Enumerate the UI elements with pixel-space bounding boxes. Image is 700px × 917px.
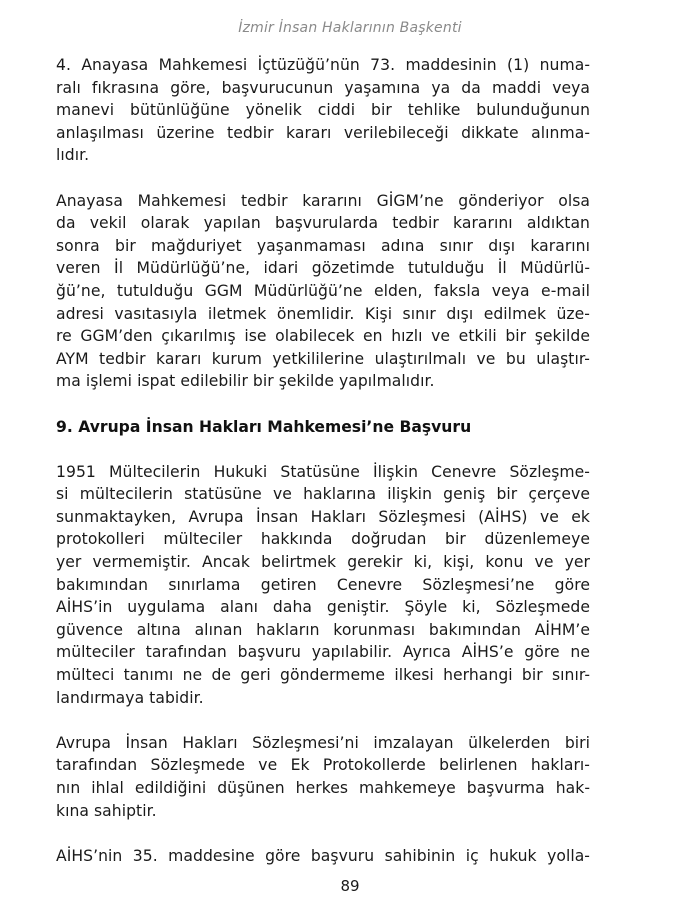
- running-header: İzmir İnsan Haklarının Başkenti: [238, 20, 462, 36]
- paragraph-basvuru-hakki: [56, 732, 590, 822]
- text-line: yer vermemiştir. Ancak belirtmek gerekir ki, kişi, konu ve yer: [56, 553, 590, 572]
- paragraph-tedbir-karari: [56, 190, 590, 393]
- section-heading: 9. Avrupa İnsan Hakları Mahkemesi’ne Başvuru: [56, 417, 472, 436]
- text-line: sonra bir mağduriyet yaşanmaması adına sınır dışı kararını: [56, 236, 590, 255]
- text-line: sunmaktayken, Avrupa İnsan Hakları Sözleşmesi (AİHS) ve ek: [56, 507, 590, 526]
- text-line: AİHS’nin 35. maddesine göre başvuru sahibinin iç hukuk yolla-: [56, 846, 590, 865]
- text-line: da vekil olarak yapılan başvurularda tedbir kararını aldıktan: [56, 214, 590, 233]
- text-line: ma işlemi ispat edilebilir bir şekilde yapılmalıdır.: [56, 372, 435, 391]
- text-line: landırmaya tabidir.: [56, 688, 204, 707]
- text-line: 4. Anayasa Mahkemesi İçtüzüğü’nün 73. maddesinin (1) numa-: [56, 56, 590, 74]
- text-line: AİHS’in uygulama alanı daha geniştir. Şöyle ki, Sözleşmede: [56, 598, 590, 617]
- text-line: tarafından Sözleşmede ve Ek Protokollerde belirlenen hakları-: [56, 756, 590, 775]
- text-line: re GGM’den çıkarılmış ise olabilecek en hızlı ve etkili bir şekilde: [56, 327, 590, 346]
- paragraph-ic-hukuk: [56, 845, 590, 868]
- text-line: kına sahiptir.: [56, 801, 157, 820]
- text-line: veren İl Müdürlüğü’ne, idari gözetimde tutulduğu İl Müdürlü-: [56, 259, 590, 278]
- text-line: AYM tedbir kararı kurum yetkililerine ulaştırılmalı ve bu ulaştır-: [56, 349, 590, 368]
- paragraph-cenevre: [56, 461, 590, 710]
- text-line: bakımından sınırlama getiren Cenevre Sözleşmesi’ne göre: [56, 575, 590, 594]
- text-line: mülteciler tarafından başvuru yapılabilir. Ayrıca AİHS’e göre ne: [56, 643, 590, 662]
- text-line: si mültecilerin statüsüne ve haklarına ilişkin geniş bir çerçeve: [56, 485, 590, 504]
- text-line: 1951 Mültecilerin Hukuki Statüsüne İlişkin Cenevre Sözleşme-: [56, 462, 590, 481]
- text-line: mülteci tanımı ne de geri göndermeme ilkesi herhangi bir sınır-: [56, 666, 590, 685]
- text-line: Anayasa Mahkemesi tedbir kararını GİGM’ne gönderiyor olsa: [56, 191, 590, 210]
- page-number: 89: [340, 877, 360, 895]
- paragraph-aym-rule: [56, 54, 590, 167]
- text-line: anlaşılması üzerine tedbir kararı verilebileceği dikkate alınma-: [56, 123, 590, 142]
- page-body: [56, 54, 590, 867]
- text-line: ğü’ne, tutulduğu GGM Müdürlüğü’ne elden, faksla veya e-mail: [56, 281, 590, 300]
- text-line: manevi bütünlüğüne yönelik ciddi bir tehlike bulunduğunun: [56, 101, 590, 120]
- text-line: güvence altına alınan hakların korunması bakımından AİHM’e: [56, 620, 590, 639]
- text-line: protokolleri mülteciler hakkında doğrudan bir düzenlemeye: [56, 530, 590, 549]
- text-line: ralı fıkrasına göre, başvurucunun yaşamına ya da maddi veya: [56, 78, 590, 97]
- text-line: Avrupa İnsan Hakları Sözleşmesi’ni imzalayan ülkelerden biri: [56, 733, 590, 752]
- text-line: lıdır.: [56, 146, 90, 165]
- text-line: adresi vasıtasıyla iletmek önemlidir. Kişi sınır dışı edilmek üze-: [56, 304, 590, 323]
- text-line: nın ihlal edildiğini düşünen herkes mahkemeye başvurma hak-: [56, 779, 590, 797]
